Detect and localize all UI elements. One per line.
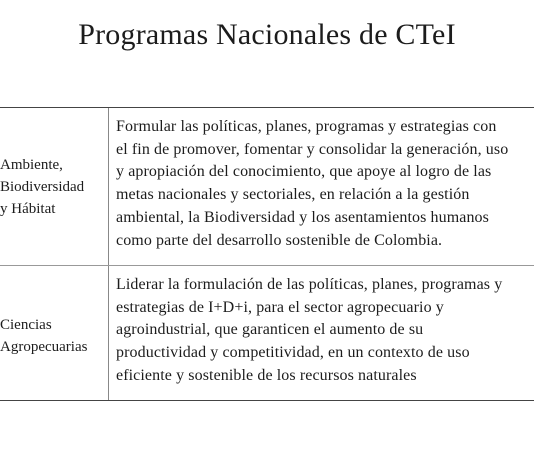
program-name-line: Ciencias	[0, 317, 52, 333]
table-bottom-border	[0, 400, 534, 401]
page-title: Programas Nacionales de CTeI	[78, 18, 456, 51]
description-line: metas nacionales y sectoriales, en relación a la gestión	[116, 186, 470, 204]
program-name-line: Biodiversidad	[0, 179, 85, 195]
table-top-border	[0, 107, 534, 108]
description-line: el fin de promover, fomentar y consolidar la generación, uso	[116, 140, 509, 158]
program-name-line: Ambiente,	[0, 157, 63, 173]
description-line: eficiente y sostenible de los recursos naturales	[116, 366, 417, 384]
description-line: ambiental, la Biodiversidad y los asentamientos humanos	[116, 208, 489, 226]
description-line: y apropiación del conocimiento, que apoye al logro de las	[116, 163, 492, 181]
description-line: Liderar la formulación de las políticas, planes, programas y	[116, 276, 503, 293]
description-line: agroindustrial, que garanticen el aumento de su	[116, 321, 424, 339]
row-divider	[0, 265, 534, 266]
description-line: productividad y competitividad, en un contexto de uso	[116, 344, 470, 362]
column-divider	[108, 266, 109, 400]
program-description-ambiente	[116, 116, 534, 252]
program-name-line: Agropecuarias	[0, 339, 88, 355]
program-name-line: y Hábitat	[0, 201, 56, 217]
description-line: Formular las políticas, planes, programas y estrategias con	[116, 118, 497, 135]
description-line: como parte del desarrollo sostenible de Colombia.	[116, 231, 443, 249]
column-divider	[108, 108, 109, 265]
program-name-ambiente	[0, 154, 106, 220]
program-description-ciencias-agropecuarias	[116, 274, 534, 388]
description-line: estrategias de I+D+i, para el sector agropecuario y	[116, 298, 444, 316]
program-name-ciencias-agropecuarias	[0, 314, 106, 358]
